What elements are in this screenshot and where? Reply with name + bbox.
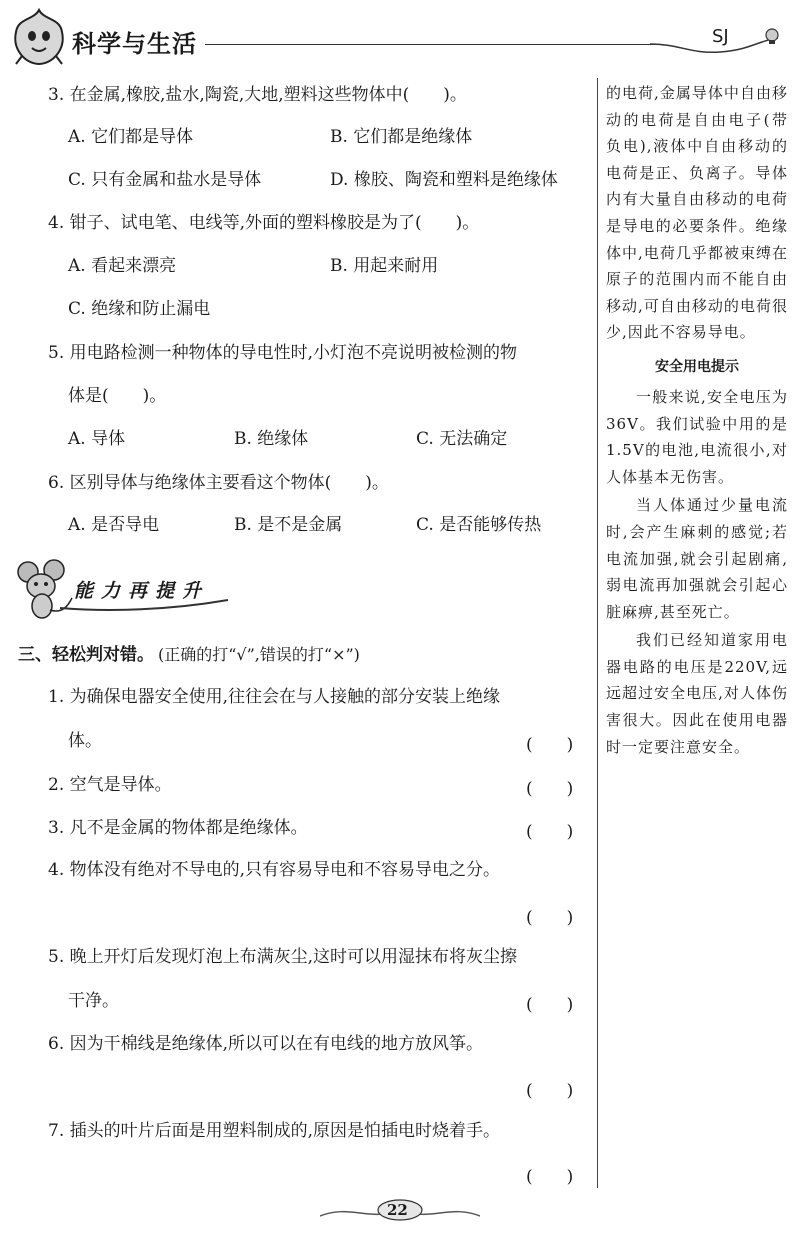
- tf-item-1-text-cont: 体。: [68, 731, 102, 751]
- q4-stem: 4. 钳子、试电笔、电线等,外面的塑料橡胶是为了( )。: [48, 213, 480, 233]
- tf-item-1-answer[interactable]: ( ): [526, 735, 574, 755]
- tf-item-7-text: 7. 插头的叶片后面是用塑料制成的,原因是怕插电时烧着手。: [48, 1121, 501, 1141]
- q3-option-d: D. 橡胶、陶瓷和塑料是绝缘体: [330, 170, 558, 190]
- q6-stem: 6. 区别导体与绝缘体主要看这个物体( )。: [48, 473, 389, 493]
- tf-item-6-answer[interactable]: ( ): [526, 1081, 574, 1101]
- header-title: 科学与生活: [72, 30, 197, 58]
- q3-option-b: B. 它们都是绝缘体: [330, 127, 473, 147]
- tf-item-5-text-cont: 干净。: [68, 991, 119, 1011]
- q3-stem: 3. 在金属,橡胶,盐水,陶瓷,大地,塑料这些物体中( )。: [48, 85, 467, 105]
- tf-item-3-text: 3. 凡不是金属的物体都是绝缘体。: [48, 818, 308, 838]
- sidebar: [606, 80, 788, 760]
- tf-item-5-answer[interactable]: ( ): [526, 995, 574, 1015]
- q3-option-a: A. 它们都是导体: [68, 127, 194, 147]
- header-code: SJ: [712, 26, 729, 47]
- sidebar-para-3: 当人体通过少量电流时,会产生麻刺的感觉;若电流加强,就会引起剧痛,弱电流再加强就会引起心脏麻痹,甚至死亡。: [606, 496, 788, 621]
- q5-option-c: C. 无法确定: [416, 429, 508, 449]
- tf-item-6-text: 6. 因为干棉线是绝缘体,所以可以在有电线的地方放风筝。: [48, 1034, 484, 1054]
- q4-option-a: A. 看起来漂亮: [68, 256, 177, 276]
- q4-option-b: B. 用起来耐用: [330, 256, 439, 276]
- q4-option-c: C. 绝缘和防止漏电: [68, 299, 211, 319]
- tf-item-3-answer[interactable]: ( ): [526, 822, 574, 842]
- page-number: 22: [387, 1201, 408, 1219]
- section-banner-title: 能力再提升: [74, 580, 210, 602]
- q6-option-b: B. 是不是金属: [234, 515, 343, 535]
- q5-option-a: A. 导体: [68, 429, 126, 449]
- tf-item-2-answer[interactable]: ( ): [526, 779, 574, 799]
- tf-item-7-answer[interactable]: ( ): [526, 1167, 574, 1187]
- tf-item-4-text: 4. 物体没有绝对不导电的,只有容易导电和不容易导电之分。: [48, 860, 501, 880]
- banner-swoosh: [60, 594, 230, 614]
- sidebar-para-4: 我们已经知道家用电器电路的电压是220V,远远超过安全电压,对人体伤害很大。因此在使用电器时一定要注意安全。: [606, 631, 788, 756]
- section3-note: (正确的打“√”,错误的打“×”): [158, 645, 360, 664]
- sidebar-para-1: 的电荷,金属导体中自由移动的电荷是自由电子(带负电),液体中自由移动的电荷是正、负离子。导体内有大量自由移动的电荷是导电的必要条件。绝缘体中,电荷几乎都被束缚在原子的范围内而不能自由移动,可自由移动的电荷很少,因此不容易导电。: [606, 84, 788, 342]
- q5-option-b: B. 绝缘体: [234, 429, 309, 449]
- section3-heading: 三、轻松判对错。: [18, 645, 154, 665]
- sidebar-title: 安全用电提示: [655, 358, 739, 375]
- tf-item-4-answer[interactable]: ( ): [526, 908, 574, 928]
- header-rule: [205, 44, 655, 45]
- sidebar-divider: [597, 78, 598, 1188]
- q6-option-c: C. 是否能够传热: [416, 515, 542, 535]
- header-mascot-icon: [8, 6, 70, 68]
- q5-stem: 5. 用电路检测一种物体的导电性时,小灯泡不亮说明被检测的物: [48, 343, 518, 363]
- tf-item-2-text: 2. 空气是导体。: [48, 775, 172, 795]
- q5-stem-cont: 体是( )。: [68, 386, 167, 406]
- q6-option-a: A. 是否导电: [68, 515, 160, 535]
- tf-item-5-text: 5. 晚上开灯后发现灯泡上布满灰尘,这时可以用湿抹布将灰尘擦: [48, 947, 518, 967]
- q3-option-c: C. 只有金属和盐水是导体: [68, 170, 262, 190]
- tf-item-1-text: 1. 为确保电器安全使用,往往会在与人接触的部分安装上绝缘: [48, 687, 501, 707]
- sidebar-para-2: 一般来说,安全电压为36V。我们试验中用的是1.5V的电池,电流很小,对人体基本无伤害。: [606, 387, 788, 486]
- header-bulb-icon: [762, 26, 782, 46]
